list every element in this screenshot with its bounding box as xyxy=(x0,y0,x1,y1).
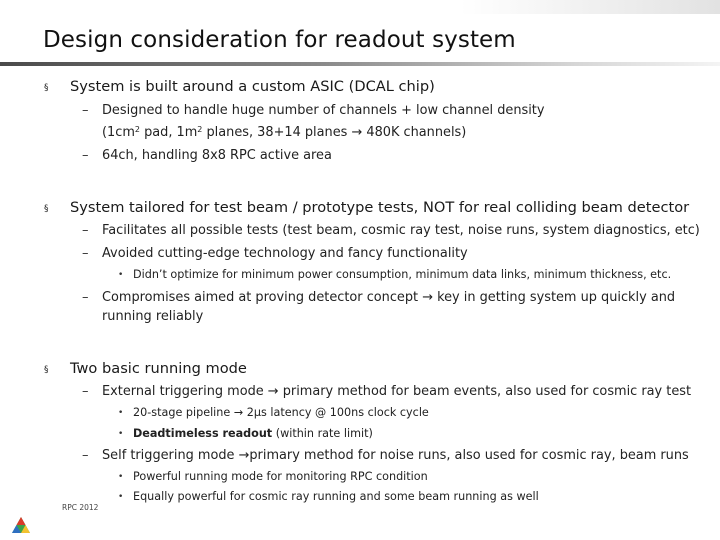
square-bullet-icon: § xyxy=(44,204,49,214)
dash-icon: – xyxy=(82,148,89,163)
dash-icon: – xyxy=(82,246,89,261)
dot-bullet-icon: • xyxy=(118,408,124,418)
footer-label: RPC 2012 xyxy=(62,503,99,512)
logo-icon xyxy=(11,516,31,534)
arrow-right-icon: → xyxy=(233,406,244,419)
dot-bullet-icon: • xyxy=(118,492,124,502)
dot-bullet-icon: • xyxy=(118,270,124,280)
sub-bullet-channels: Designed to handle huge number of channels + low channel density xyxy=(102,103,545,118)
sub-bullet-external-trigger: External triggering mode → primary method for beam events, also used for cosmic ray test xyxy=(102,384,692,399)
dot-bullet-icon: • xyxy=(118,429,124,439)
subsub-bullet-pipeline: 20-stage pipeline → 2µs latency @ 100ns clock cycle xyxy=(133,406,429,419)
sub-bullet-channels-cont: ($1cm^2$ pad, $1m^2$ planes, 38+14 planes → 480K channels) xyxy=(102,125,467,140)
sub-bullet-facilitates: Facilitates all possible tests (test beam, cosmic ray test, noise runs, system diagnostics, etc) xyxy=(102,223,700,238)
square-bullet-icon: § xyxy=(44,365,49,375)
dash-icon: – xyxy=(82,223,89,238)
dash-icon: – xyxy=(82,448,89,463)
dash-icon: – xyxy=(82,290,89,305)
sub-bullet-64ch: 64ch, handling 8x8 RPC active area xyxy=(102,148,332,163)
dash-icon: – xyxy=(82,384,89,399)
subsub-bullet-monitoring: Powerful running mode for monitoring RPC condition xyxy=(133,470,428,483)
sub-bullet-compromises: Compromises aimed at proving detector concept → key in getting system up quickly and xyxy=(102,290,676,305)
title-shade xyxy=(460,0,720,14)
sub-bullet-self-trigger: Self triggering mode →primary method for noise runs, also used for cosmic ray, beam runs xyxy=(102,448,689,463)
subsub-bullet-deadtimeless: Deadtimeless readout (within rate limit) xyxy=(133,427,373,440)
arrow-right-icon: → xyxy=(422,290,434,305)
title-underline xyxy=(0,62,720,66)
arrow-right-icon: → xyxy=(267,384,279,399)
sub-bullet-avoided: Avoided cutting-edge technology and fancy functionality xyxy=(102,246,468,261)
slide-title: Design consideration for readout system xyxy=(43,27,516,53)
bullet-test-beam: System tailored for test beam / prototype tests, NOT for real colliding beam detector xyxy=(70,199,690,216)
square-bullet-icon: § xyxy=(44,83,49,93)
dash-icon: – xyxy=(82,103,89,118)
bullet-running-mode: Two basic running mode xyxy=(70,360,247,377)
arrow-right-icon: → xyxy=(238,448,250,463)
arrow-right-icon: → xyxy=(351,125,363,140)
dot-bullet-icon: • xyxy=(118,472,124,482)
subsub-bullet-cosmic: Equally powerful for cosmic ray running and some beam running as well xyxy=(133,490,539,503)
sub-bullet-compromises-cont: running reliably xyxy=(102,309,204,324)
subsub-bullet-optimize: Didn’t optimize for minimum power consumption, minimum data links, minimum thickness, etc. xyxy=(133,268,672,281)
bullet-asic: System is built around a custom ASIC (DCAL chip) xyxy=(70,78,435,95)
